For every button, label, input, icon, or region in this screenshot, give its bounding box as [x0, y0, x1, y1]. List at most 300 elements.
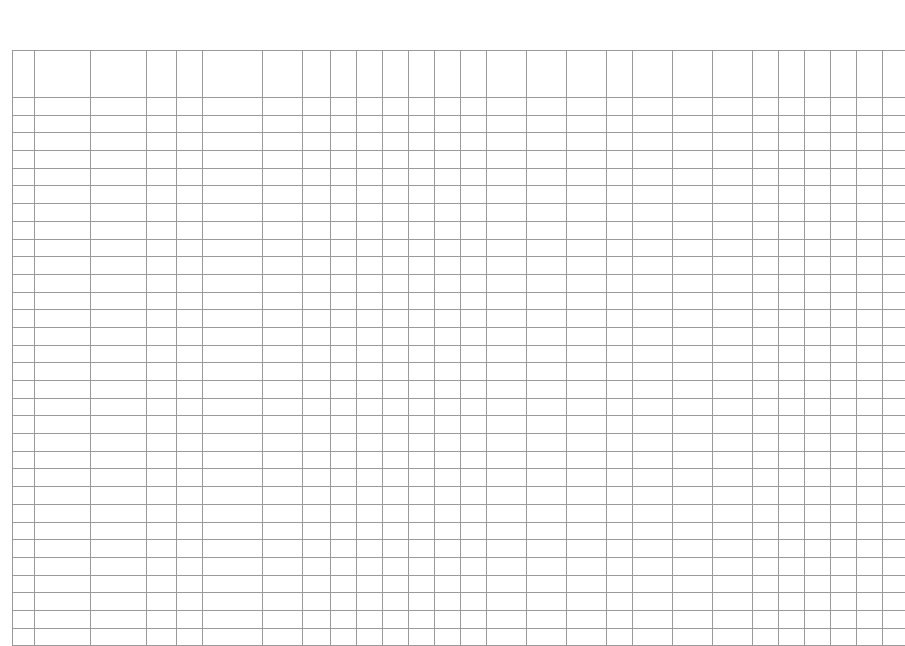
table-cell — [713, 487, 753, 505]
table-cell — [779, 557, 805, 575]
table-cell — [567, 628, 607, 646]
table-cell — [177, 593, 203, 611]
table-cell — [673, 610, 713, 628]
table-cell — [147, 628, 177, 646]
column-header — [383, 51, 409, 98]
table-cell — [203, 434, 263, 452]
table-row — [13, 593, 905, 611]
table-cell — [487, 257, 527, 275]
table-cell — [147, 398, 177, 416]
table-cell — [713, 310, 753, 328]
table-cell — [409, 487, 435, 505]
table-cell — [91, 610, 147, 628]
table-cell — [857, 628, 883, 646]
table-cell — [607, 575, 633, 593]
table-cell — [13, 557, 35, 575]
table-cell — [527, 98, 567, 116]
table-cell — [673, 239, 713, 257]
table-cell — [779, 504, 805, 522]
table-row — [13, 504, 905, 522]
table-cell — [331, 274, 357, 292]
table-cell — [303, 133, 331, 151]
table-cell — [409, 416, 435, 434]
table-cell — [435, 381, 461, 399]
table-cell — [303, 186, 331, 204]
table-cell — [435, 292, 461, 310]
table-cell — [263, 292, 303, 310]
table-cell — [673, 504, 713, 522]
table-cell — [177, 345, 203, 363]
table-cell — [487, 434, 527, 452]
table-row — [13, 186, 905, 204]
table-cell — [303, 363, 331, 381]
table-cell — [883, 274, 905, 292]
table-cell — [567, 186, 607, 204]
table-cell — [487, 628, 527, 646]
table-cell — [607, 363, 633, 381]
table-cell — [91, 98, 147, 116]
table-cell — [779, 451, 805, 469]
table-cell — [35, 98, 91, 116]
table-cell — [567, 451, 607, 469]
table-cell — [805, 575, 831, 593]
table-cell — [633, 416, 673, 434]
table-cell — [177, 628, 203, 646]
table-cell — [331, 257, 357, 275]
table-cell — [487, 151, 527, 169]
table-cell — [383, 540, 409, 558]
table-cell — [91, 575, 147, 593]
table-cell — [713, 504, 753, 522]
table-cell — [91, 257, 147, 275]
table-cell — [779, 239, 805, 257]
table-cell — [487, 186, 527, 204]
table-cell — [633, 151, 673, 169]
table-cell — [435, 310, 461, 328]
table-cell — [779, 416, 805, 434]
table-cell — [147, 151, 177, 169]
table-cell — [177, 186, 203, 204]
table-cell — [147, 504, 177, 522]
table-cell — [673, 345, 713, 363]
table-cell — [357, 310, 383, 328]
table-cell — [303, 274, 331, 292]
table-cell — [263, 133, 303, 151]
column-header — [177, 51, 203, 98]
table-cell — [91, 327, 147, 345]
table-cell — [527, 557, 567, 575]
table-cell — [409, 381, 435, 399]
table-cell — [263, 204, 303, 222]
table-cell — [673, 204, 713, 222]
table-cell — [633, 168, 673, 186]
table-cell — [713, 204, 753, 222]
table-cell — [527, 151, 567, 169]
table-cell — [35, 628, 91, 646]
table-cell — [527, 628, 567, 646]
table-cell — [857, 469, 883, 487]
table-cell — [673, 398, 713, 416]
table-cell — [633, 610, 673, 628]
table-cell — [883, 487, 905, 505]
table-cell — [487, 168, 527, 186]
table-cell — [203, 381, 263, 399]
table-cell — [461, 115, 487, 133]
table-cell — [753, 186, 779, 204]
table-cell — [857, 363, 883, 381]
table-cell — [487, 363, 527, 381]
table-cell — [633, 469, 673, 487]
table-cell — [263, 504, 303, 522]
table-cell — [331, 204, 357, 222]
table-cell — [409, 610, 435, 628]
table-cell — [805, 274, 831, 292]
table-cell — [331, 540, 357, 558]
table-cell — [607, 522, 633, 540]
table-cell — [91, 557, 147, 575]
table-cell — [203, 398, 263, 416]
table-cell — [383, 115, 409, 133]
table-cell — [383, 593, 409, 611]
table-cell — [527, 522, 567, 540]
table-cell — [857, 398, 883, 416]
column-header — [883, 51, 905, 98]
table-cell — [357, 487, 383, 505]
table-row — [13, 204, 905, 222]
table-cell — [13, 327, 35, 345]
table-cell — [753, 310, 779, 328]
table-cell — [883, 363, 905, 381]
table-cell — [857, 575, 883, 593]
table-cell — [567, 575, 607, 593]
table-cell — [487, 451, 527, 469]
table-cell — [147, 204, 177, 222]
table-cell — [35, 221, 91, 239]
table-cell — [383, 504, 409, 522]
table-cell — [633, 575, 673, 593]
column-header — [263, 51, 303, 98]
column-header — [607, 51, 633, 98]
table-cell — [203, 186, 263, 204]
table-cell — [263, 434, 303, 452]
table-cell — [35, 274, 91, 292]
table-cell — [633, 628, 673, 646]
table-cell — [753, 522, 779, 540]
table-cell — [357, 204, 383, 222]
table-cell — [805, 327, 831, 345]
table-cell — [673, 451, 713, 469]
table-cell — [753, 381, 779, 399]
table-cell — [857, 416, 883, 434]
table-row — [13, 451, 905, 469]
table-cell — [263, 239, 303, 257]
table-cell — [673, 327, 713, 345]
table-cell — [203, 363, 263, 381]
table-cell — [779, 115, 805, 133]
table-cell — [91, 416, 147, 434]
table-cell — [91, 504, 147, 522]
table-cell — [147, 239, 177, 257]
table-cell — [409, 540, 435, 558]
table-header — [13, 51, 905, 98]
table-cell — [263, 416, 303, 434]
table-cell — [567, 487, 607, 505]
table-cell — [527, 133, 567, 151]
table-cell — [409, 115, 435, 133]
table-cell — [303, 168, 331, 186]
column-header — [713, 51, 753, 98]
table-cell — [753, 469, 779, 487]
table-cell — [567, 151, 607, 169]
table-cell — [35, 434, 91, 452]
table-cell — [883, 504, 905, 522]
table-cell — [383, 151, 409, 169]
table-cell — [331, 133, 357, 151]
table-cell — [633, 398, 673, 416]
table-cell — [883, 593, 905, 611]
table-cell — [383, 522, 409, 540]
column-header — [91, 51, 147, 98]
table-cell — [831, 469, 857, 487]
table-cell — [435, 239, 461, 257]
table-cell — [753, 363, 779, 381]
table-cell — [633, 487, 673, 505]
table-cell — [13, 151, 35, 169]
table-cell — [263, 221, 303, 239]
table-cell — [753, 133, 779, 151]
table-cell — [263, 151, 303, 169]
column-header — [435, 51, 461, 98]
table-cell — [567, 257, 607, 275]
table-row — [13, 469, 905, 487]
table-cell — [461, 540, 487, 558]
table-cell — [713, 133, 753, 151]
table-cell — [673, 522, 713, 540]
table-row — [13, 540, 905, 558]
table-cell — [461, 239, 487, 257]
table-cell — [91, 398, 147, 416]
table-cell — [383, 257, 409, 275]
table-cell — [487, 310, 527, 328]
column-header — [461, 51, 487, 98]
table-cell — [527, 593, 567, 611]
table-cell — [633, 557, 673, 575]
table-cell — [263, 610, 303, 628]
table-cell — [147, 593, 177, 611]
table-cell — [831, 504, 857, 522]
table-cell — [177, 610, 203, 628]
table-cell — [487, 274, 527, 292]
table-cell — [409, 257, 435, 275]
table-cell — [383, 398, 409, 416]
table-cell — [607, 292, 633, 310]
table-cell — [831, 327, 857, 345]
table-cell — [805, 416, 831, 434]
table-cell — [527, 504, 567, 522]
table-row — [13, 115, 905, 133]
table-cell — [673, 98, 713, 116]
table-cell — [177, 398, 203, 416]
table-cell — [673, 487, 713, 505]
table-cell — [831, 487, 857, 505]
table-cell — [91, 274, 147, 292]
table-cell — [357, 151, 383, 169]
table-cell — [203, 151, 263, 169]
table-cell — [435, 168, 461, 186]
table-cell — [177, 504, 203, 522]
table-cell — [831, 540, 857, 558]
table-cell — [673, 628, 713, 646]
table-cell — [857, 133, 883, 151]
table-cell — [883, 416, 905, 434]
table-cell — [713, 451, 753, 469]
table-cell — [35, 292, 91, 310]
table-cell — [303, 310, 331, 328]
table-cell — [177, 239, 203, 257]
table-cell — [831, 292, 857, 310]
table-cell — [147, 434, 177, 452]
table-cell — [487, 504, 527, 522]
table-cell — [461, 575, 487, 593]
table-cell — [13, 522, 35, 540]
table-cell — [263, 381, 303, 399]
table-cell — [303, 434, 331, 452]
column-header — [147, 51, 177, 98]
table-cell — [883, 557, 905, 575]
table-cell — [779, 327, 805, 345]
table-cell — [357, 416, 383, 434]
table-cell — [203, 345, 263, 363]
table-row — [13, 98, 905, 116]
table-cell — [203, 292, 263, 310]
table-cell — [805, 469, 831, 487]
table-cell — [779, 469, 805, 487]
table-cell — [303, 204, 331, 222]
table-cell — [435, 398, 461, 416]
table-cell — [435, 469, 461, 487]
table-cell — [331, 593, 357, 611]
table-cell — [567, 310, 607, 328]
table-cell — [13, 221, 35, 239]
table-cell — [753, 451, 779, 469]
table-cell — [409, 434, 435, 452]
table-row — [13, 221, 905, 239]
table-cell — [857, 434, 883, 452]
table-cell — [805, 204, 831, 222]
table-cell — [713, 593, 753, 611]
header-row — [13, 51, 905, 98]
table-cell — [883, 628, 905, 646]
table-cell — [527, 540, 567, 558]
table-cell — [753, 345, 779, 363]
table-cell — [607, 221, 633, 239]
table-cell — [331, 469, 357, 487]
table-cell — [713, 274, 753, 292]
table-cell — [713, 292, 753, 310]
table-cell — [357, 593, 383, 611]
table-row — [13, 292, 905, 310]
table-cell — [331, 434, 357, 452]
table-cell — [883, 451, 905, 469]
table-cell — [487, 327, 527, 345]
table-cell — [779, 345, 805, 363]
table-cell — [831, 416, 857, 434]
table-cell — [435, 451, 461, 469]
table-cell — [831, 628, 857, 646]
table-row — [13, 398, 905, 416]
table-cell — [633, 434, 673, 452]
table-cell — [461, 416, 487, 434]
table-cell — [91, 292, 147, 310]
table-cell — [435, 257, 461, 275]
table-cell — [263, 363, 303, 381]
table-cell — [409, 133, 435, 151]
table-cell — [177, 416, 203, 434]
table-cell — [13, 610, 35, 628]
table-cell — [203, 451, 263, 469]
table-cell — [487, 469, 527, 487]
table-cell — [303, 257, 331, 275]
table-cell — [91, 487, 147, 505]
table-cell — [331, 292, 357, 310]
table-cell — [147, 98, 177, 116]
table-cell — [303, 504, 331, 522]
table-cell — [303, 98, 331, 116]
table-cell — [383, 610, 409, 628]
table-cell — [607, 487, 633, 505]
table-cell — [805, 628, 831, 646]
table-cell — [331, 557, 357, 575]
table-cell — [147, 274, 177, 292]
table-cell — [331, 186, 357, 204]
table-cell — [633, 98, 673, 116]
column-header — [857, 51, 883, 98]
table-cell — [409, 221, 435, 239]
table-cell — [607, 469, 633, 487]
table-cell — [177, 168, 203, 186]
table-cell — [409, 628, 435, 646]
table-cell — [633, 186, 673, 204]
table-cell — [303, 345, 331, 363]
table-cell — [567, 557, 607, 575]
table-cell — [461, 204, 487, 222]
table-cell — [435, 504, 461, 522]
table-cell — [805, 239, 831, 257]
table-cell — [357, 504, 383, 522]
table-cell — [13, 204, 35, 222]
table-cell — [177, 557, 203, 575]
table-cell — [567, 540, 607, 558]
table-cell — [461, 381, 487, 399]
table-cell — [177, 133, 203, 151]
table-cell — [779, 540, 805, 558]
table-cell — [409, 398, 435, 416]
table-cell — [13, 593, 35, 611]
table-cell — [147, 221, 177, 239]
table-cell — [13, 239, 35, 257]
table-cell — [461, 434, 487, 452]
table-cell — [35, 557, 91, 575]
table-cell — [263, 115, 303, 133]
table-cell — [753, 540, 779, 558]
table-cell — [331, 151, 357, 169]
table-row — [13, 557, 905, 575]
table-cell — [607, 416, 633, 434]
table-cell — [857, 504, 883, 522]
table-cell — [331, 487, 357, 505]
table-cell — [177, 434, 203, 452]
table-cell — [303, 115, 331, 133]
